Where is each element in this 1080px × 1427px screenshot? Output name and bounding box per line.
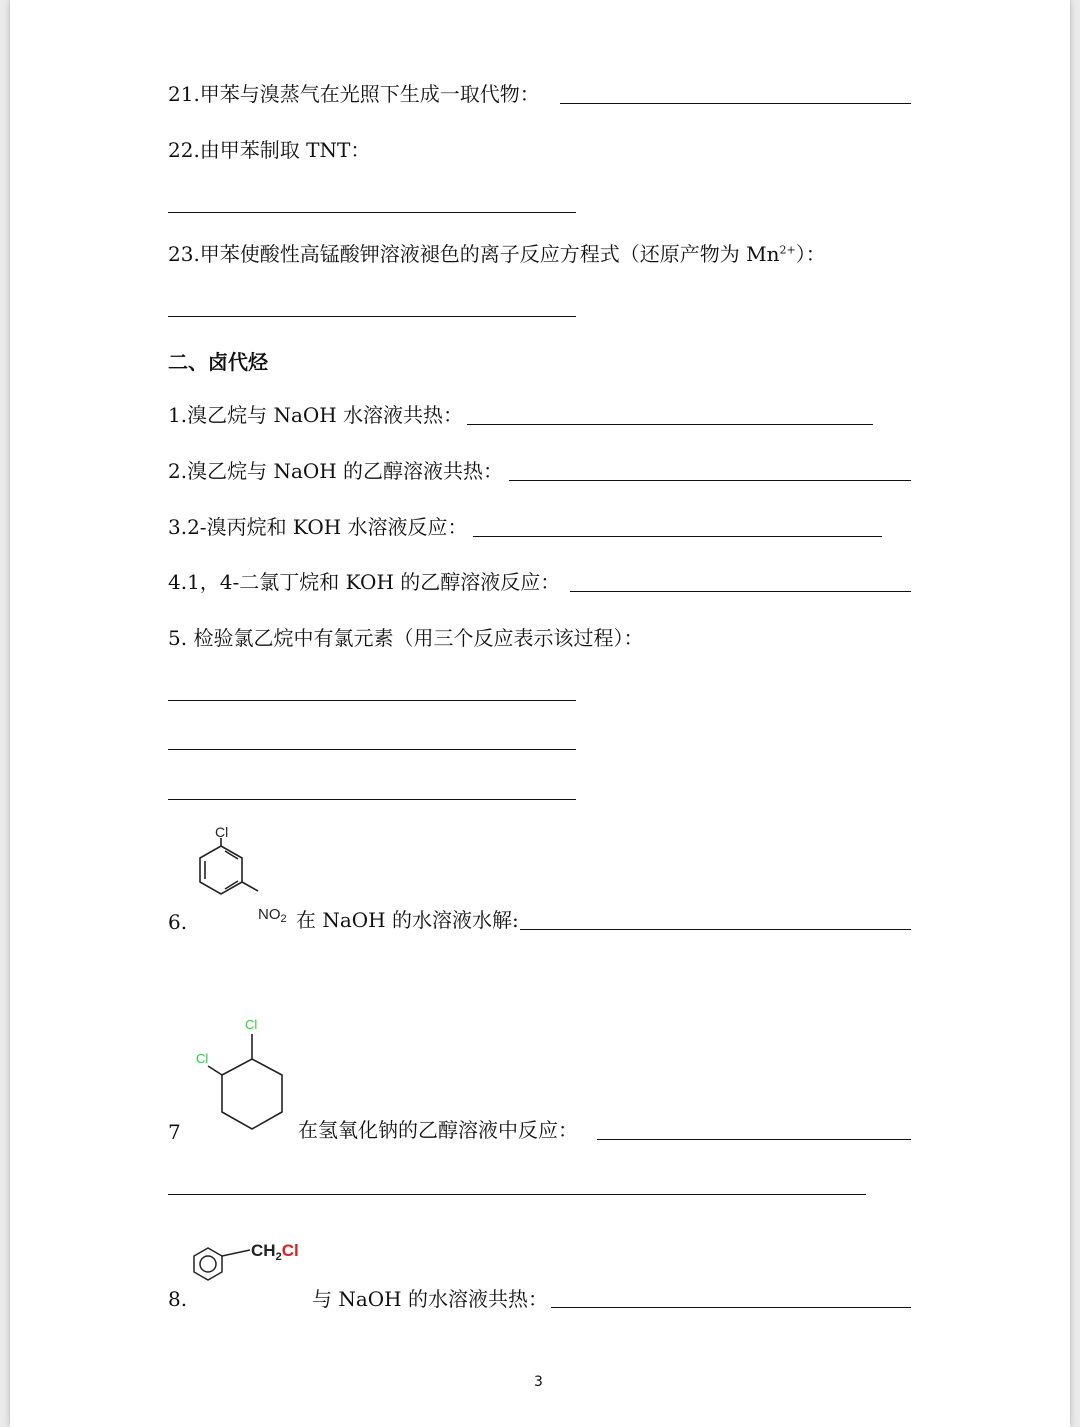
ch-label: CH — [251, 1241, 276, 1260]
worksheet-page — [10, 0, 1070, 1427]
question-h5: 5. 检验氯乙烷中有氯元素（用三个反应表示该过程）： — [168, 626, 644, 650]
question-h1: 1.溴乙烷与 NaOH 水溶液共热： — [168, 403, 464, 427]
nitro-label-subscript: 2 — [280, 913, 287, 925]
question-h6: 在 NaOH 的水溶液水解: — [296, 908, 519, 932]
question-h8: 与 NaOH 的水溶液共热： — [312, 1287, 548, 1311]
question-23-end: ）： — [795, 242, 826, 266]
answer-blank-h2[interactable] — [509, 480, 911, 481]
benzyl-chloride-structure — [188, 1236, 328, 1286]
answer-blank-h8[interactable] — [551, 1307, 911, 1308]
charge-superscript: 2+ — [779, 243, 796, 257]
chlorine-label-left: Cl — [196, 1051, 209, 1066]
question-h7: 在氢氧化钠的乙醇溶液中反应： — [298, 1118, 578, 1142]
nitro-label-main: NO — [258, 906, 281, 923]
answer-blank-h1[interactable] — [467, 424, 873, 425]
bond-cl-left — [208, 1066, 222, 1075]
page-number: 3 — [534, 1374, 543, 1390]
benzene-ring-small — [194, 1248, 250, 1280]
question-h7-number: 7 — [168, 1120, 181, 1144]
nitro-group-label — [258, 906, 287, 925]
answer-blank-h6[interactable] — [520, 929, 911, 930]
question-22: 22.由甲苯制取 TNT： — [168, 138, 371, 162]
chlorine-label-top: Cl — [245, 1017, 258, 1032]
question-23 — [168, 241, 826, 267]
answer-blank-22[interactable] — [168, 212, 576, 213]
cyclohexane-ring — [222, 1059, 282, 1129]
answer-blank-h4[interactable] — [570, 591, 911, 592]
ch2-group-label — [251, 1241, 299, 1263]
question-21: 21.甲苯与溴蒸气在光照下生成一取代物： — [168, 82, 540, 106]
answer-blank-h7[interactable] — [597, 1139, 911, 1140]
answer-blank-h5-1[interactable] — [168, 700, 576, 701]
question-23-text: 23.甲苯使酸性高锰酸钾溶液褪色的离子反应方程式（还原产物为 Mn — [168, 242, 780, 266]
answer-blank-h5-2[interactable] — [168, 749, 576, 750]
ch2-subscript: 2 — [275, 1251, 282, 1263]
answer-blank-h7-continued[interactable] — [168, 1194, 866, 1195]
section-heading-haloalkanes: 二、卤代烃 — [168, 350, 268, 374]
question-h6-number: 6. — [168, 910, 188, 934]
question-h3: 3.2-溴丙烷和 KOH 水溶液反应： — [168, 515, 468, 539]
dichlorocyclohexane-structure — [180, 1012, 310, 1134]
m-chloronitrobenzene-structure — [190, 826, 300, 930]
question-h2: 2.溴乙烷与 NaOH 的乙醇溶液共热： — [168, 459, 504, 483]
question-h4: 4.1，4-二氯丁烷和 KOH 的乙醇溶液反应： — [168, 570, 561, 594]
benzene-ring — [200, 838, 258, 894]
answer-blank-h5-3[interactable] — [168, 799, 576, 800]
chlorine-label: Cl — [215, 826, 229, 840]
benzyl-chlorine-label: Cl — [281, 1241, 299, 1260]
answer-blank-21[interactable] — [560, 103, 911, 104]
question-h8-number: 8. — [168, 1287, 188, 1311]
answer-blank-h3[interactable] — [473, 536, 882, 537]
answer-blank-23[interactable] — [168, 316, 576, 317]
